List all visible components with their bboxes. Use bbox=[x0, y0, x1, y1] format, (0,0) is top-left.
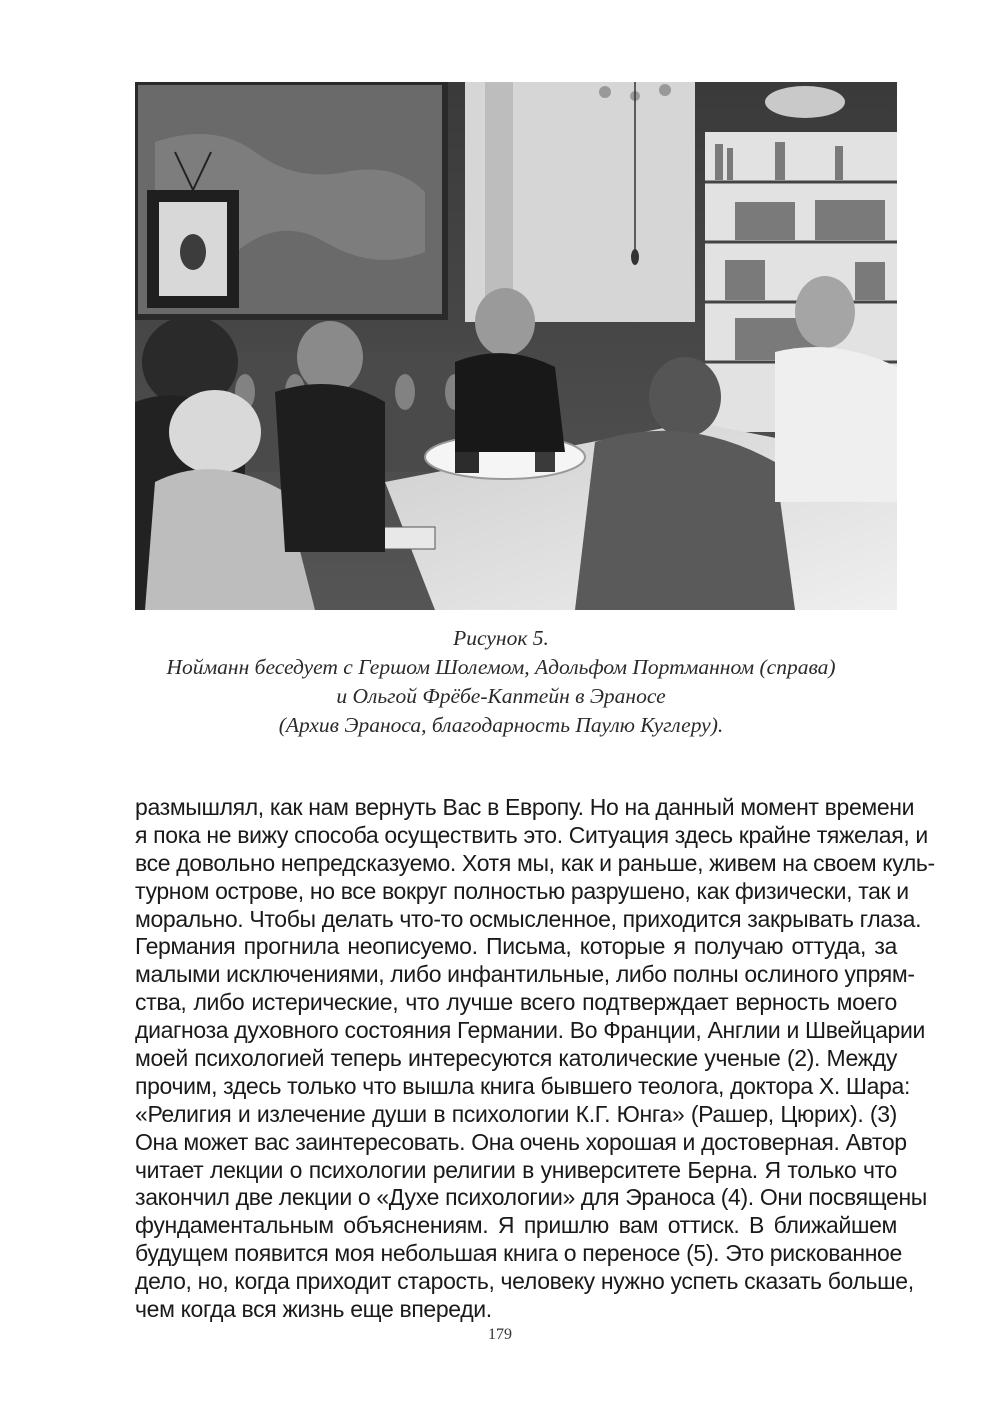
text-line: «Религия и излечение души в психологии К.Г. Юнга» (Рашер, Цюрих). (3) bbox=[135, 1100, 897, 1127]
text-line: я пока не вижу способа осуществить это. Ситуация здесь крайне тяжелая, и bbox=[135, 821, 928, 848]
text-line: морально. Чтобы делать что-то осмысленное, приходится закрывать глаза. bbox=[135, 905, 922, 932]
text-line: дело, но, когда приходит старость, человеку нужно успеть сказать больше, bbox=[135, 1268, 914, 1295]
text-line: ства, либо истерические, что лучше всего подтверждает верность моего bbox=[135, 989, 897, 1016]
text-line: малыми исключениями, либо инфантильные, либо полны ослиного упрям- bbox=[135, 961, 915, 988]
page-number: 179 bbox=[488, 1326, 512, 1343]
caption-line: и Ольгой Фрёбе-Каптейн в Эраносе bbox=[336, 684, 666, 708]
caption-line: (Архив Эраноса, благодарность Паулю Куглеру). bbox=[278, 713, 724, 737]
text-line: турном острове, но все вокруг полностью разрушено, как физически, так и bbox=[135, 877, 909, 904]
text-line: диагноза духовного состояния Германии. Во Франции, Англии и Швейцарии bbox=[135, 1017, 925, 1044]
text-line: Она может вас заинтересовать. Она очень хорошая и достоверная. Автор bbox=[135, 1128, 907, 1155]
text-line: Германия прогнила неописуемо. Письма, которые я получаю оттуда, за bbox=[135, 933, 897, 960]
text-line: прочим, здесь только что вышла книга бывшего теолога, доктора Х. Шара: bbox=[135, 1072, 911, 1099]
text-line: все довольно непредсказуемо. Хотя мы, как и раньше, живем на своем куль- bbox=[135, 849, 935, 876]
text-line: моей психологией теперь интересуются католические ученые (2). Между bbox=[135, 1045, 897, 1072]
caption-line: Рисунок 5. bbox=[453, 626, 549, 650]
text-line: размышлял, как нам вернуть Вас в Европу. Но на данный момент времени bbox=[135, 794, 915, 820]
text-line: закончил две лекции о «Духе психологии» для Эраноса (4). Они посвящены bbox=[135, 1184, 927, 1211]
caption-line: Нойманн беседует с Гершом Шолемом, Адольфом Портманном (справа) bbox=[166, 655, 836, 679]
text-line: будущем появится моя небольшая книга о переносе (5). Это рискованное bbox=[135, 1240, 902, 1267]
text-line: чем когда вся жизнь еще впереди. bbox=[135, 1296, 492, 1323]
text-line: фундаментальным объяснениям. Я пришлю вам оттиск. В ближайшем bbox=[135, 1212, 897, 1239]
text-line: читает лекции о психологии религии в университете Берна. Я только что bbox=[135, 1156, 897, 1183]
archival-photo bbox=[135, 82, 897, 610]
figure-caption bbox=[120, 624, 882, 740]
body-paragraph bbox=[135, 794, 935, 1324]
